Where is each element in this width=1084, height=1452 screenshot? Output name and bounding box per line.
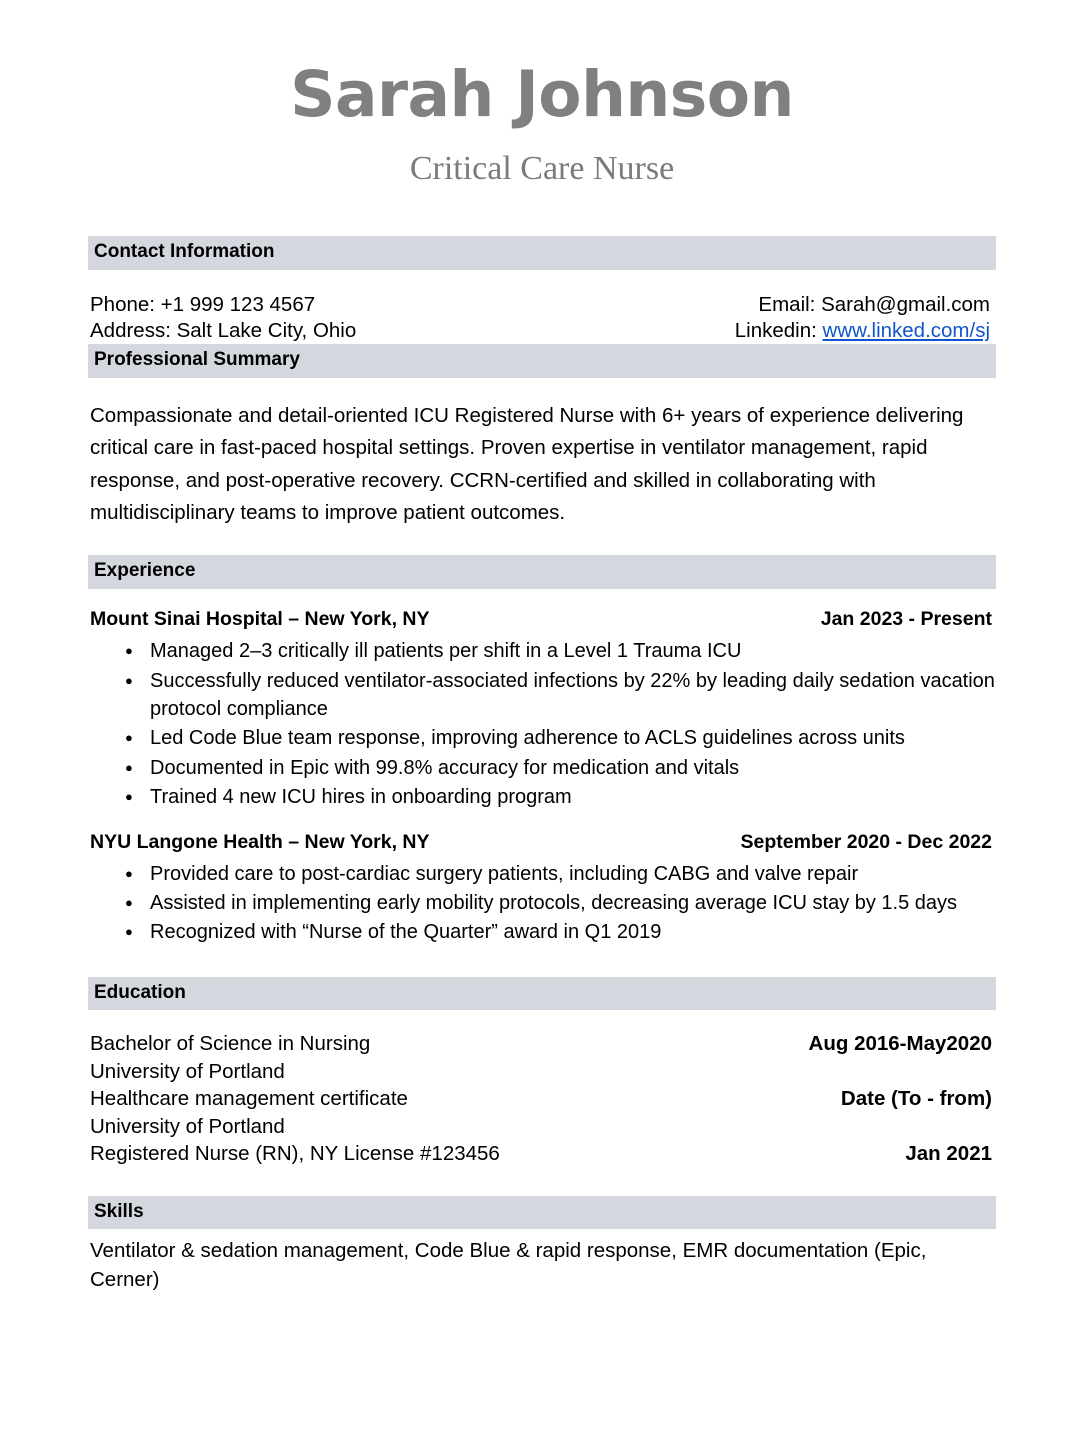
experience-employer: NYU Langone Health – New York, NY [90, 830, 430, 853]
contact-phone: Phone: +1 999 123 4567 [90, 292, 316, 316]
education-row [88, 1113, 996, 1140]
experience-item [88, 831, 996, 947]
list-item: ● Successfully reduced ventilator-associated infections by 22% by leading daily sedation vacation protocol compliance [150, 667, 996, 724]
linkedin-link[interactable]: www.linked.com/sj [822, 319, 990, 343]
education-title: University of Portland [90, 1059, 285, 1083]
list-item: ● Led Code Blue team response, improving adherence to ACLS guidelines across units [150, 724, 996, 752]
list-item: ● Provided care to post-cardiac surgery patients, including CABG and valve repair [150, 860, 996, 888]
education-date: Aug 2016-May2020 [808, 1032, 992, 1056]
job-title-subtitle: Critical Care Nurse [409, 150, 675, 188]
education-row [88, 1030, 996, 1057]
list-item: ● Managed 2–3 critically ill patients per shift in a Level 1 Trauma ICU [150, 637, 996, 665]
list-item: ● Assisted in implementing early mobility protocols, decreasing average ICU stay by 1.5 days [150, 889, 996, 917]
education-date: Date (To - from) [840, 1087, 992, 1111]
skills-text: Ventilator & sedation management, Code Blue & rapid response, EMR documentation (Epic, Cerner) [90, 1239, 927, 1292]
experience-heading [88, 831, 996, 854]
contact-email: Email: Sarah@gmail.com [758, 292, 990, 316]
education-title: Healthcare management certificate [90, 1087, 408, 1111]
list-item: ● Trained 4 new ICU hires in onboarding program [150, 783, 996, 811]
education-row [88, 1085, 996, 1112]
experience-dates: Jan 2023 - Present [820, 608, 992, 631]
section-header-contact: Contact Information [88, 236, 996, 270]
linkedin-label: Linkedin: [734, 319, 823, 343]
section-header-skills: Skills [88, 1196, 996, 1230]
experience-employer: Mount Sinai Hospital – New York, NY [90, 608, 430, 631]
summary-paragraph: Compassionate and detail-oriented ICU Registered Nurse with 6+ years of experience delivering critical care in fast-paced hospital settings. Proven expertise in ventilator management, rapid response, and post-operative recovery. CCRN-certified and skilled in collaborating with multidisciplinary teams to improve patient outcomes. [90, 403, 964, 525]
section-header-experience: Experience [88, 555, 996, 589]
list-item: ● Recognized with “Nurse of the Quarter” award in Q1 2019 [150, 918, 996, 946]
experience-item [88, 608, 996, 811]
experience-bullets [88, 637, 996, 811]
section-header-summary: Professional Summary [88, 344, 996, 378]
experience-dates: September 2020 - Dec 2022 [740, 830, 992, 853]
education-title: Bachelor of Science in Nursing [90, 1032, 371, 1056]
contact-row [88, 292, 996, 318]
resume-page [0, 58, 1084, 1452]
page-title: Sarah Johnson [290, 58, 794, 131]
contact-linkedin [735, 318, 990, 344]
education-row [88, 1140, 996, 1167]
contact-block [88, 292, 996, 344]
experience-bullets [88, 860, 996, 947]
education-block [88, 1030, 996, 1167]
education-title: University of Portland [90, 1114, 285, 1138]
experience-heading [88, 608, 996, 631]
contact-row [88, 318, 996, 344]
list-item: ● Documented in Epic with 99.8% accuracy for medication and vitals [150, 754, 996, 782]
education-title: Registered Nurse (RN), NY License #123456 [90, 1142, 500, 1166]
section-header-education: Education [88, 977, 996, 1011]
education-row [88, 1058, 996, 1085]
education-date: Jan 2021 [905, 1142, 992, 1166]
contact-address: Address: Salt Lake City, Ohio [90, 319, 357, 343]
